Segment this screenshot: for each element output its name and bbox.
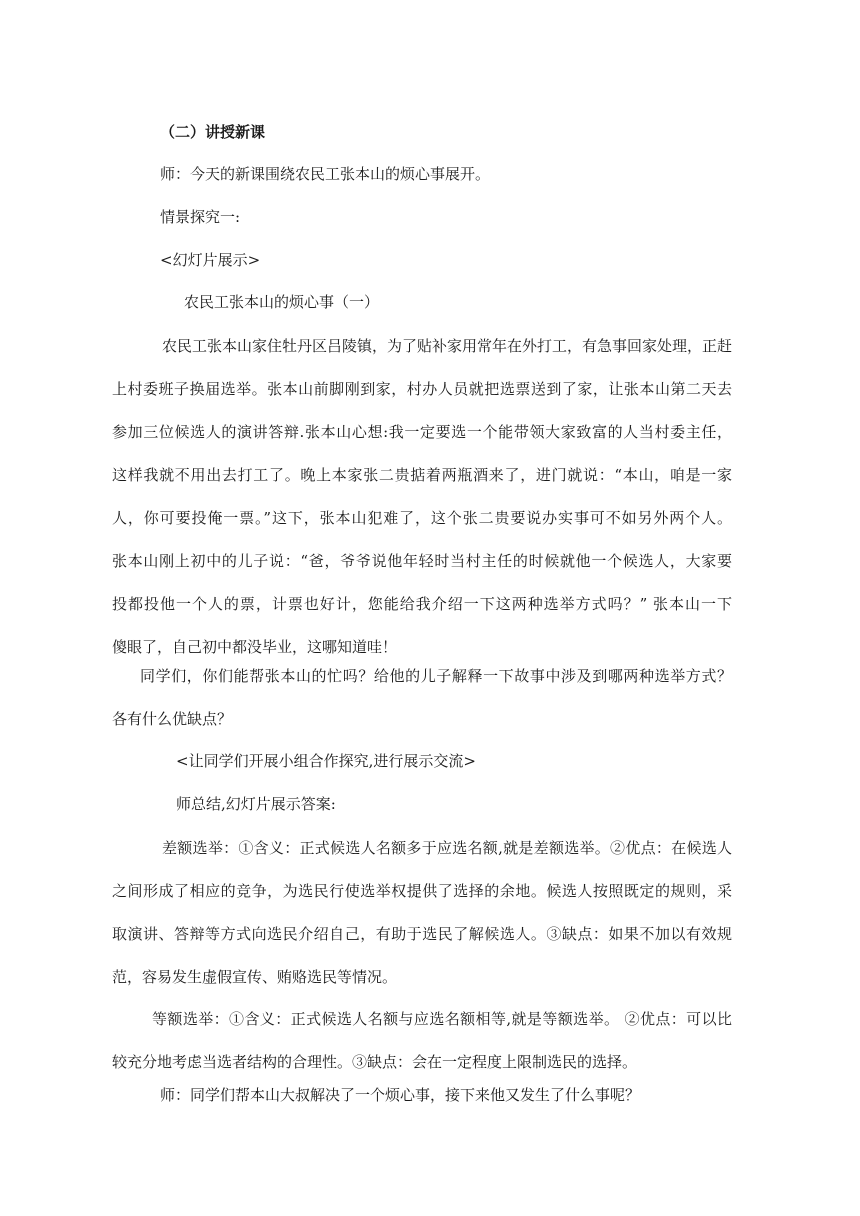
story-paragraph xyxy=(112,325,732,669)
story-line: 这样我就不用出去打工了。晚上本家张二贵掂着两瓶酒来了，进门就说：“本山，咱是一家 xyxy=(112,466,732,484)
equal-line: 较充分地考虑当选者结构的合理性。③缺点：会在一定程度上限制选民的选择。 xyxy=(112,1053,638,1071)
differential-line: 范，容易发生虚假宣传、贿赂选民等情况。 xyxy=(112,968,398,986)
story-line: 投都投他一个人的票，计票也好计，您能给我介绍一下这两种选举方式吗？” 张本山一下 xyxy=(112,595,732,613)
story-line: 人，你可要投俺一票。”这下，张本山犯难了，这个张二贵要说办实事可不如另外两个人。 xyxy=(112,509,732,527)
slide-note: <让同学们开展小组合作探究,进行展示交流> xyxy=(176,752,476,770)
differential-election-paragraph xyxy=(112,827,732,999)
equal-line: 等额选举：①含义：正式候选人名额与应选名额相等,就是等额选举。 ②优点：可以比 xyxy=(152,1010,732,1028)
story-title: 农民工张本山的烦心事（一） xyxy=(184,293,380,311)
story-line: 上村委班子换届选举。张本山前脚刚到家，村办人员就把选票送到了家，让张本山第二天去 xyxy=(112,380,732,398)
equal-election-paragraph xyxy=(112,998,732,1084)
story-line: 农民工张本山家住牡丹区吕陵镇，为了贴补家用常年在外打工，有急事回家处理，正赶 xyxy=(162,337,733,355)
differential-line: 取演讲、答辩等方式向选民介绍自己，有助于选民了解候选人。③缺点：如果不加以有效规 xyxy=(112,925,732,943)
story-line: 张本山刚上初中的儿子说：“爸，爷爷说他年轻时当村主任的时候就他一个候选人，大家要 xyxy=(112,552,732,570)
story-line: 参加三位候选人的演讲答辩.张本山心想:我一定要选一个能带领大家致富的人当村委主任， xyxy=(112,423,732,441)
slide-note: <幻灯片展示> xyxy=(160,251,261,269)
scenario-label: 情景探究一: xyxy=(160,208,241,226)
teacher-intro: 师：今天的新课围绕农民工张本山的烦心事展开。 xyxy=(160,165,491,183)
question-line: 同学们，你们能帮张本山的忙吗？给他的儿子解释一下故事中涉及到哪两种选举方式？ xyxy=(140,667,732,685)
section-heading: （二）讲授新课 xyxy=(160,123,266,141)
story-line: 傻眼了，自己初中都没毕业，这哪知道哇！ xyxy=(112,638,398,656)
teacher-transition: 师：同学们帮本山大叔解决了一个烦心事，接下来他又发生了什么事呢？ xyxy=(160,1086,641,1104)
question-paragraph xyxy=(112,655,732,741)
question-line: 各有什么优缺点？ xyxy=(112,710,233,728)
teacher-summary: 师总结,幻灯片展示答案: xyxy=(176,795,336,813)
differential-line: 差额选举：①含义：正式候选人名额多于应选名额,就是差额选举。②优点：在候选人 xyxy=(162,839,732,857)
differential-line: 之间形成了相应的竞争，为选民行使选举权提供了选择的余地。候选人按照既定的规则，采 xyxy=(112,882,732,900)
